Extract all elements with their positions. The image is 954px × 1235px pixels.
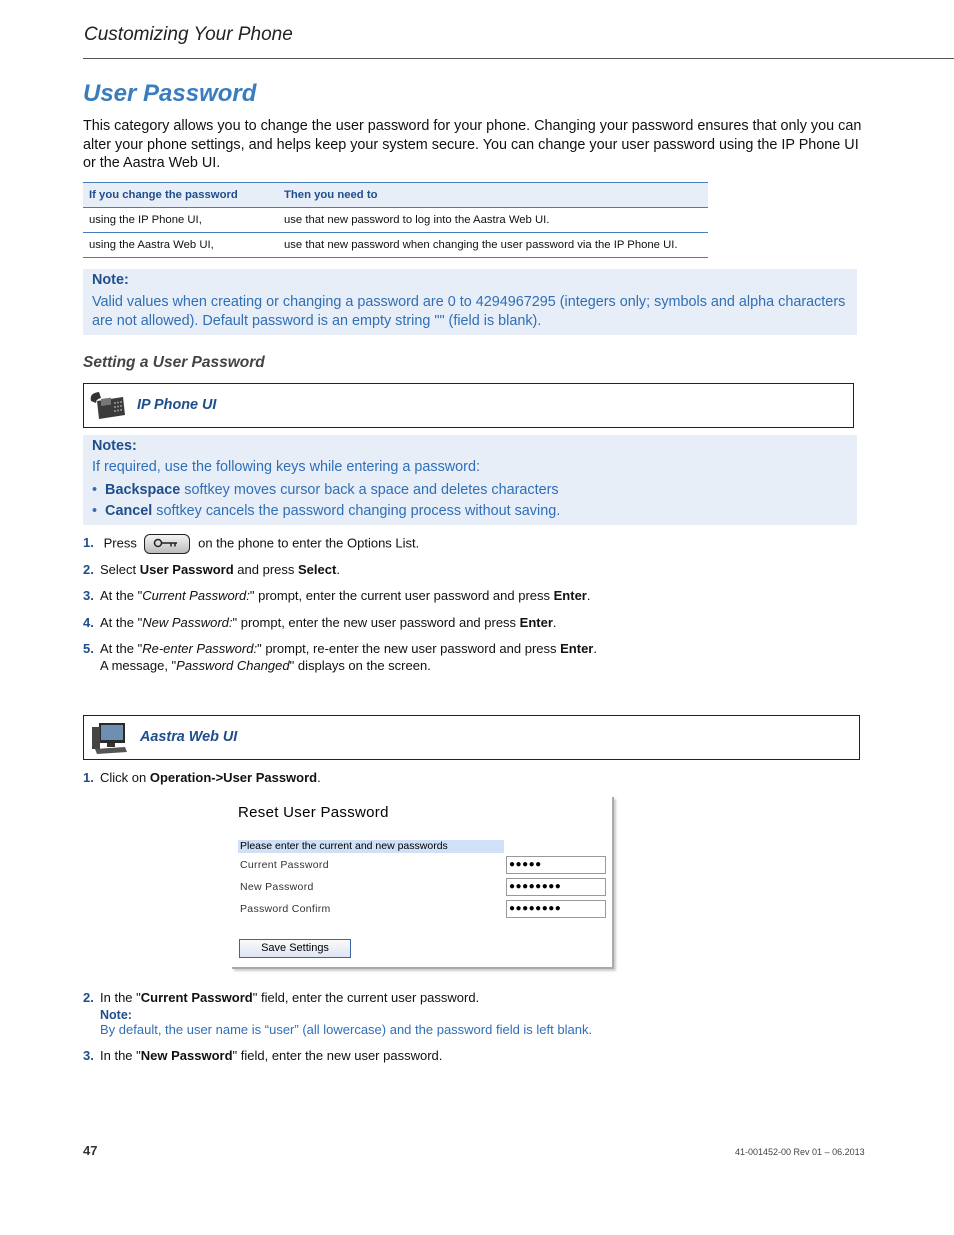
step-text: . bbox=[317, 770, 321, 785]
step-italic: Password Changed bbox=[176, 658, 290, 673]
reset-password-screenshot bbox=[232, 797, 614, 969]
subsection-title: Setting a User Password bbox=[83, 354, 265, 371]
step-italic: Current Password: bbox=[142, 588, 250, 603]
screenshot-title: Reset User Password bbox=[238, 804, 389, 821]
section-header: Customizing Your Phone bbox=[84, 24, 293, 45]
step-italic: New Password: bbox=[142, 615, 233, 630]
table-row bbox=[83, 208, 708, 233]
step-text: . bbox=[552, 615, 557, 630]
step-bold: Operation->User Password bbox=[149, 770, 318, 785]
bullet-key: Backspace bbox=[105, 482, 181, 498]
options-glyph-icon bbox=[153, 538, 179, 548]
web-step-2 bbox=[83, 990, 479, 1005]
note-text: Valid values when creating or changing a password are 0 to 4294967295 (integers only; symbols and alpha characters are not allowed). Default password is an empty string "" (field is blank). bbox=[92, 294, 846, 329]
step-text: " prompt, enter the current user password and press bbox=[249, 588, 554, 603]
notes-title: Notes: bbox=[92, 438, 137, 454]
notes-intro: If required, use the following keys while entering a password: bbox=[92, 459, 480, 475]
desk-phone-icon bbox=[87, 389, 127, 421]
step-text: In the " bbox=[100, 990, 141, 1005]
step-text: Select bbox=[100, 562, 140, 577]
list-item: • Backspace softkey moves cursor back a space and deletes characters bbox=[92, 482, 559, 498]
password-confirm-label: Password Confirm bbox=[240, 903, 331, 915]
note-title: Note: bbox=[92, 272, 129, 288]
phone-step-5-result bbox=[100, 658, 431, 673]
step-text: " field, enter the new user password. bbox=[232, 1048, 443, 1063]
options-key-icon bbox=[144, 534, 190, 554]
intro-paragraph: This category allows you to change the user password for your phone. Changing your password ensures that only you can alter your phone settings, and helps keep your system secure. You can change your user password using the IP Phone UI or the Aastra Web UI. bbox=[83, 118, 862, 171]
step-italic: Re-enter Password: bbox=[142, 641, 258, 656]
step-text: At the " bbox=[100, 615, 143, 630]
save-settings-button[interactable]: Save Settings bbox=[239, 939, 351, 958]
step-number: 5. bbox=[83, 641, 94, 656]
aastra-web-ui-label: Aastra Web UI bbox=[140, 729, 238, 745]
list-item: • Cancel softkey cancels the password changing process without saving. bbox=[92, 503, 561, 519]
step-text: " displays on the screen. bbox=[289, 658, 431, 673]
document-id: 41-001452-00 Rev 01 – 06.2013 bbox=[735, 1147, 865, 1157]
step-number: 1. bbox=[83, 770, 94, 785]
table-row bbox=[83, 233, 708, 258]
table-header: If you change the password bbox=[83, 183, 278, 208]
notes-box bbox=[83, 435, 857, 525]
step-bold: Current Password bbox=[140, 990, 253, 1005]
step-text: on the phone to enter the Options List. bbox=[198, 535, 420, 551]
web-step-1 bbox=[83, 770, 321, 785]
page-number: 47 bbox=[83, 1143, 98, 1158]
step-text: and press bbox=[233, 562, 299, 577]
new-password-field[interactable]: ●●●●●●●● bbox=[506, 878, 606, 896]
step-number: 1. bbox=[83, 535, 94, 551]
step-text: . bbox=[593, 641, 597, 656]
password-confirm-field[interactable]: ●●●●●●●● bbox=[506, 900, 606, 918]
step-text: At the " bbox=[100, 588, 143, 603]
phone-step-2 bbox=[83, 562, 340, 577]
note-box bbox=[83, 269, 857, 335]
table-cell: use that new password when changing the user password via the IP Phone UI. bbox=[278, 233, 708, 258]
step-text: " field, enter the current user password. bbox=[252, 990, 480, 1005]
bullet-key: Cancel bbox=[105, 503, 153, 519]
bullet-text: softkey cancels the password changing process without saving. bbox=[152, 503, 561, 519]
step-text: Press bbox=[103, 535, 137, 551]
step-text: A message, " bbox=[100, 658, 177, 673]
step-text: " prompt, re-enter the new user password and press bbox=[257, 641, 561, 656]
new-password-label: New Password bbox=[240, 881, 314, 893]
phone-step-5 bbox=[83, 641, 597, 656]
current-password-label: Current Password bbox=[240, 859, 329, 871]
password-table bbox=[83, 182, 708, 258]
table-cell: use that new password to log into the Aastra Web UI. bbox=[278, 208, 708, 233]
phone-step-1 bbox=[83, 534, 419, 554]
step-number: 2. bbox=[83, 990, 94, 1005]
step-bold: Select bbox=[298, 562, 337, 577]
step-text: . bbox=[336, 562, 340, 577]
current-password-field[interactable]: ●●●●● bbox=[506, 856, 606, 874]
table-cell: using the Aastra Web UI, bbox=[83, 233, 278, 258]
ip-phone-ui-banner bbox=[83, 383, 854, 428]
step-bold: New Password bbox=[140, 1048, 233, 1063]
screenshot-instructions-bar: Please enter the current and new passwords bbox=[238, 840, 504, 853]
step-bold: Enter bbox=[519, 615, 553, 630]
computer-monitor-icon bbox=[89, 721, 129, 755]
step-bold: Enter bbox=[560, 641, 594, 656]
table-header: Then you need to bbox=[278, 183, 708, 208]
step-number: 4. bbox=[83, 615, 94, 630]
bullet-text: softkey moves cursor back a space and deletes characters bbox=[180, 482, 559, 498]
phone-step-4 bbox=[83, 615, 557, 630]
web-step-2-note-text: By default, the user name is “user” (all lowercase) and the password field is left blank. bbox=[100, 1022, 593, 1037]
step-bold: Enter bbox=[553, 588, 587, 603]
step-number: 3. bbox=[83, 588, 94, 603]
table-cell: using the IP Phone UI, bbox=[83, 208, 278, 233]
table-header-row bbox=[83, 183, 708, 208]
step-text: . bbox=[586, 588, 591, 603]
step-text: Click on bbox=[100, 770, 150, 785]
web-step-2-note-title: Note: bbox=[100, 1008, 132, 1022]
aastra-web-ui-banner bbox=[83, 715, 860, 760]
phone-step-3 bbox=[83, 588, 590, 603]
ip-phone-ui-label: IP Phone UI bbox=[137, 397, 217, 413]
web-step-3 bbox=[83, 1048, 442, 1063]
header-rule bbox=[83, 58, 954, 59]
step-number: 3. bbox=[83, 1048, 94, 1063]
step-bold: User Password bbox=[139, 562, 234, 577]
step-number: 2. bbox=[83, 562, 94, 577]
step-text: In the " bbox=[100, 1048, 141, 1063]
step-text: At the " bbox=[100, 641, 143, 656]
step-text: " prompt, enter the new user password and press bbox=[232, 615, 520, 630]
page-title: User Password bbox=[83, 80, 257, 107]
